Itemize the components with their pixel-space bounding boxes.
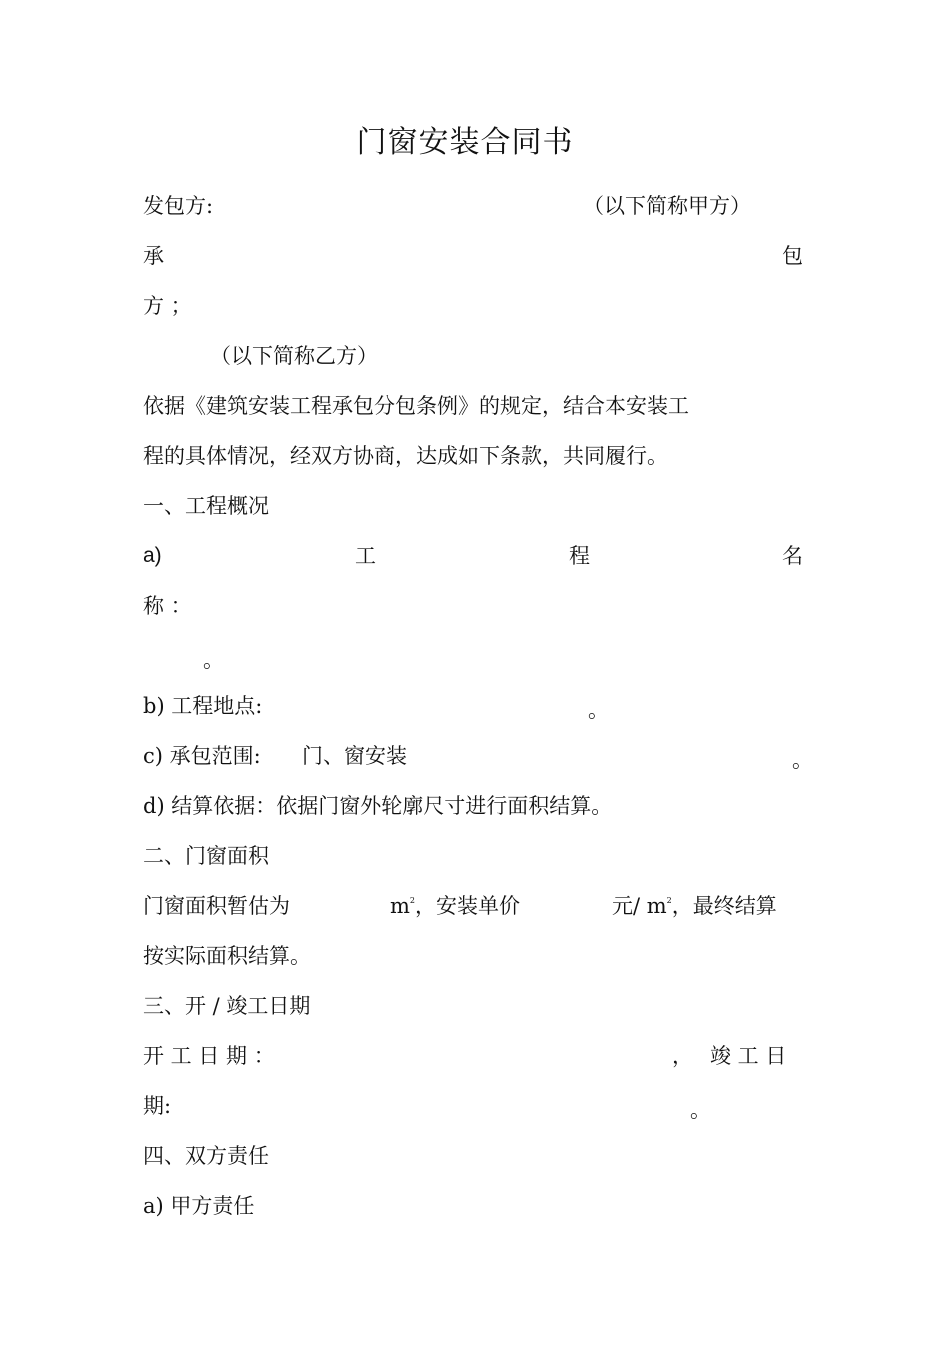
preamble-line-2: 程的具体情况，经双方协商，达成如下条款，共同履行。 xyxy=(143,444,668,468)
preamble-line-1: 依据《建筑安装工程承包分包条例》的规定，结合本安装工 xyxy=(143,394,689,418)
party-b-char-3: 方 ； xyxy=(143,294,192,318)
party-b-char-1: 承 xyxy=(143,244,164,268)
item-d-text: d) 结算依据：依据门窗外轮廓尺寸进行面积结算。 xyxy=(143,794,613,818)
party-a-label: 发包方: xyxy=(143,194,214,218)
party-a-duty: a) 甲方责任 xyxy=(143,1194,255,1218)
area-unit: $m^2$，安装单价 xyxy=(390,894,521,918)
item-a-char-3: 名 xyxy=(782,544,803,568)
item-c-value: 门、窗安装 xyxy=(302,744,407,768)
date-comma: ， xyxy=(672,1044,693,1068)
item-a-char-2: 程 xyxy=(569,544,590,568)
item-a-char-4: 称 ： xyxy=(143,594,192,618)
area-text-1: 门窗面积暂估为 xyxy=(143,894,290,918)
section-1-heading: 一、工程概况 xyxy=(143,494,269,518)
section-3-heading: 三、开 / 竣工日期 xyxy=(143,994,311,1018)
party-a-note: （以下简称甲方） xyxy=(583,194,751,218)
item-c-label: c) 承包范围: xyxy=(143,744,261,768)
section-2-heading: 二、门窗面积 xyxy=(143,844,269,868)
item-b-label: b) 工程地点: xyxy=(143,694,263,718)
item-a-char-1: 工 xyxy=(355,544,376,568)
party-b-note: （以下简称乙方） xyxy=(210,344,378,368)
item-b-end: 。 xyxy=(588,698,609,722)
end-date-label-2: 期: xyxy=(143,1094,172,1118)
item-a-end: 。 xyxy=(203,648,224,672)
price-unit: 元/ $m^2$，最终结算 xyxy=(612,894,777,918)
item-a-marker: a) xyxy=(143,544,162,567)
end-date-end: 。 xyxy=(690,1098,711,1122)
page-title: 门窗安装合同书 xyxy=(356,125,574,160)
item-c-end: 。 xyxy=(792,748,813,772)
start-date-label: 开 工 日 期 ： xyxy=(143,1044,275,1068)
end-date-label: 竣 工 日 xyxy=(710,1044,787,1068)
section-4-heading: 四、双方责任 xyxy=(143,1144,269,1168)
party-b-char-2: 包 xyxy=(782,244,803,268)
area-text-2: 按实际面积结算。 xyxy=(143,944,311,968)
